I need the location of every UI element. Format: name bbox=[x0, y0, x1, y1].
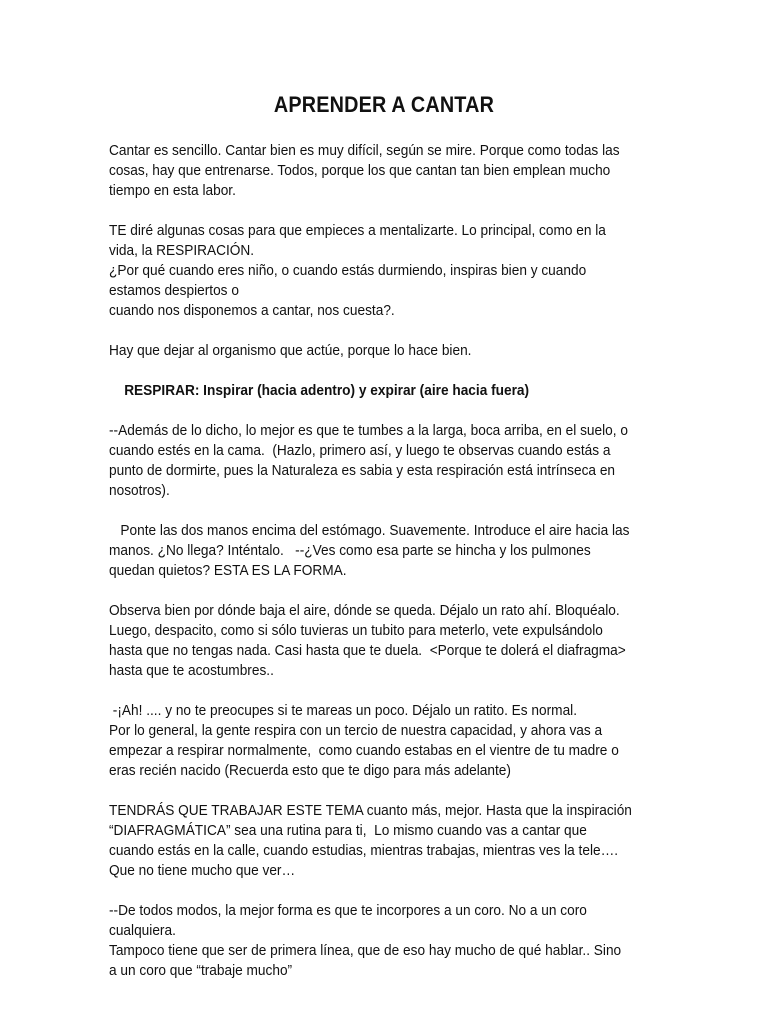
text-line: hasta que te acostumbres.. bbox=[109, 662, 274, 679]
paragraph bbox=[109, 701, 685, 781]
text-line: cuando nos disponemos a cantar, nos cuesta?. bbox=[109, 302, 395, 319]
paragraph bbox=[109, 421, 685, 501]
text-line: hasta que no tengas nada. Casi hasta que te duela. <Porque te dolerá el diafragma> bbox=[109, 642, 626, 659]
paragraph bbox=[109, 801, 685, 881]
text-line: nosotros). bbox=[109, 482, 170, 499]
text-line: cuando estés en la cama. (Hazlo, primero así, y luego te observas cuando estás a bbox=[109, 442, 611, 459]
text-line: RESPIRAR: Inspirar (hacia adentro) y expirar (aire hacia fuera) bbox=[109, 382, 530, 399]
text-line: estamos despiertos o bbox=[109, 282, 239, 299]
text-line: tiempo en esta labor. bbox=[109, 182, 236, 199]
paragraph bbox=[109, 341, 685, 361]
text-line: cualquiera. bbox=[109, 922, 176, 939]
paragraph bbox=[109, 901, 685, 981]
text-line: Por lo general, la gente respira con un tercio de nuestra capacidad, y ahora vas a bbox=[109, 722, 603, 739]
text-line: cuando estás en la calle, cuando estudias, mientras trabajas, mientras ves la tele…. bbox=[109, 842, 619, 859]
text-line: --Además de lo dicho, lo mejor es que te tumbes a la larga, boca arriba, en el suelo, o bbox=[109, 422, 628, 439]
text-line: quedan quietos? ESTA ES LA FORMA. bbox=[109, 562, 347, 579]
text-line: “DIAFRAGMÁTICA” sea una rutina para ti, Lo mismo cuando vas a cantar que bbox=[109, 822, 587, 839]
text-line: -¡Ah! .... y no te preocupes si te mareas un poco. Déjalo un ratito. Es normal. bbox=[109, 702, 578, 719]
text-line: ¿Por qué cuando eres niño, o cuando estás durmiendo, inspiras bien y cuando bbox=[109, 262, 587, 279]
paragraph bbox=[109, 601, 685, 681]
paragraph bbox=[109, 521, 685, 581]
text-line: TE diré algunas cosas para que empieces a mentalizarte. Lo principal, como en la bbox=[109, 222, 606, 239]
text-line: eras recién nacido (Recuerda esto que te digo para más adelante) bbox=[109, 762, 511, 779]
text-line: Hay que dejar al organismo que actúe, porque lo hace bien. bbox=[109, 342, 472, 359]
text-line: Observa bien por dónde baja el aire, dónde se queda. Déjalo un rato ahí. Bloquéalo. bbox=[109, 602, 620, 619]
paragraph bbox=[109, 221, 685, 321]
document-title: APRENDER A CANTAR bbox=[273, 92, 495, 117]
text-line: empezar a respirar normalmente, como cuando estabas en el vientre de tu madre o bbox=[109, 742, 619, 759]
text-line: vida, la RESPIRACIÓN. bbox=[109, 242, 255, 259]
text-line: Cantar es sencillo. Cantar bien es muy difícil, según se mire. Porque como todas las bbox=[109, 142, 620, 159]
text-line: cosas, hay que entrenarse. Todos, porque los que cantan tan bien emplean mucho bbox=[109, 162, 611, 179]
text-line: Ponte las dos manos encima del estómago. Suavemente. Introduce el aire hacia las bbox=[109, 522, 630, 539]
document-body bbox=[109, 141, 685, 1001]
section-heading bbox=[109, 381, 685, 401]
text-line: --De todos modos, la mejor forma es que te incorpores a un coro. No a un coro bbox=[109, 902, 587, 919]
text-line: Tampoco tiene que ser de primera línea, que de eso hay mucho de qué hablar.. Sino bbox=[109, 942, 622, 959]
text-line: manos. ¿No llega? Inténtalo. --¿Ves como esa parte se hincha y los pulmones bbox=[109, 542, 591, 559]
text-line: a un coro que “trabaje mucho” bbox=[109, 962, 293, 979]
text-line: TENDRÁS QUE TRABAJAR ESTE TEMA cuanto más, mejor. Hasta que la inspiración bbox=[109, 802, 632, 819]
text-line: punto de dormirte, pues la Naturaleza es sabia y esta respiración está intrínseca en bbox=[109, 462, 616, 479]
text-line: Luego, despacito, como si sólo tuvieras un tubito para meterlo, vete expulsándolo bbox=[109, 622, 603, 639]
text-line: Que no tiene mucho que ver… bbox=[109, 862, 296, 879]
paragraph bbox=[109, 141, 685, 201]
